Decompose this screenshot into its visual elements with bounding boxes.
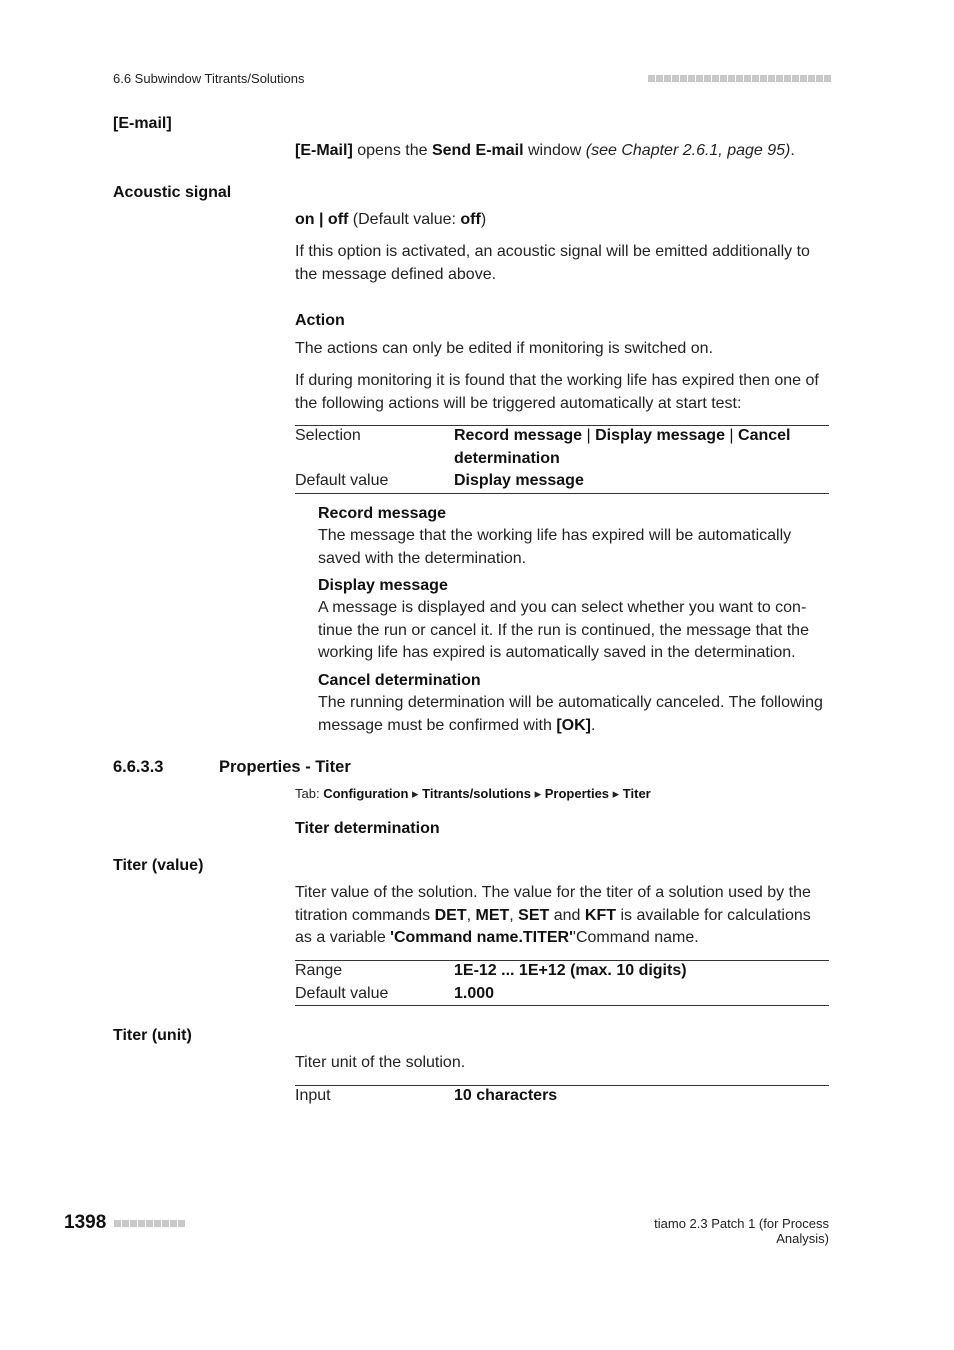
titer-value-description: Titer value of the solution. The value for the titer of a solution used by the titration commands DET, MET, SET and KFT is available for calculations as a variable 'Command name.TITER''Command name. [295,884,811,946]
input-label: Input [295,1087,331,1104]
action-paragraph-1: The actions can only be edited if monitoring is switched on. [295,340,714,357]
default-value-label: Default value [295,984,389,1002]
cancel-determination-title: Cancel determination [318,672,481,689]
page-number: 1398 [64,1212,107,1233]
default-value: 1.000 [454,984,495,1002]
record-message-title: Record message [318,505,447,522]
running-header: 6.6 Subwindow Titrants/Solutions [113,71,305,86]
range-label: Range [295,962,343,979]
table-row [295,960,829,983]
email-description: [E-Mail] opens the Send E-mail window (see Chapter 2.6.1, page 95). [295,142,795,159]
table-row [295,425,829,470]
acoustic-signal-values: on | off (Default value: off) [295,211,487,228]
table-row [295,1085,829,1108]
acoustic-signal-term: Acoustic signal [113,184,232,201]
action-heading: Action [295,312,345,329]
titer-value-spec-table [295,960,829,1005]
titer-unit-spec-table [295,1085,829,1108]
titer-determination-heading: Titer determination [295,820,440,837]
range-value: 1E-12 ... 1E+12 (max. 10 digits) [454,962,687,979]
section-number: 6.6.3.3 [113,758,164,776]
titer-unit-description: Titer unit of the solution. [295,1054,466,1071]
selection-values: Record message | Display message | Cancel determination [454,427,791,467]
acoustic-signal-description: If this option is activated, an acoustic signal will be emitted additionally to the message defined above. [295,243,810,283]
record-message-text: The message that the working life has expired will be automatically saved with the determination. [318,527,792,567]
tab-breadcrumb: Tab: Configuration ▸ Titrants/solutions ▸ Properties ▸ Titer [295,786,651,801]
chapter-reference: (see Chapter 2.6.1, page 95) [585,142,791,159]
header-decoration [648,75,831,82]
display-message-title: Display message [318,577,448,594]
email-term: [E-mail] [113,115,172,132]
titer-unit-term: Titer (unit) [113,1027,192,1044]
email-button-label: [E-Mail] [295,142,353,159]
titer-table-rule-bottom [295,1005,829,1006]
titer-value-term: Titer (value) [113,857,204,874]
selection-label: Selection [295,427,361,444]
display-message-text: A message is displayed and you can select whether you want to continue the run or cancel it. If the run is continued, the message that the working life has expired is automatically saved in the determination. [318,599,809,661]
default-value: Display message [454,472,584,489]
section-title: Properties - Titer [219,758,351,776]
table-row [295,470,829,493]
product-name: tiamo 2.3 Patch 1 (for Process Analysis) [654,1216,829,1246]
footer-decoration [114,1220,185,1227]
send-email-window-name: Send E-mail [431,142,524,159]
input-value: 10 characters [454,1087,558,1104]
cancel-determination-text: The running determination will be automatically canceled. The following message must be confirmed with [OK]. [318,694,823,734]
table-rule-bottom [295,493,829,494]
action-spec-table [295,425,829,493]
table-row [295,983,829,1006]
default-value-label: Default value [295,472,389,489]
action-paragraph-2: If during monitoring it is found that the working life has expired then one of the following actions will be triggered automatically at start test: [295,372,819,412]
